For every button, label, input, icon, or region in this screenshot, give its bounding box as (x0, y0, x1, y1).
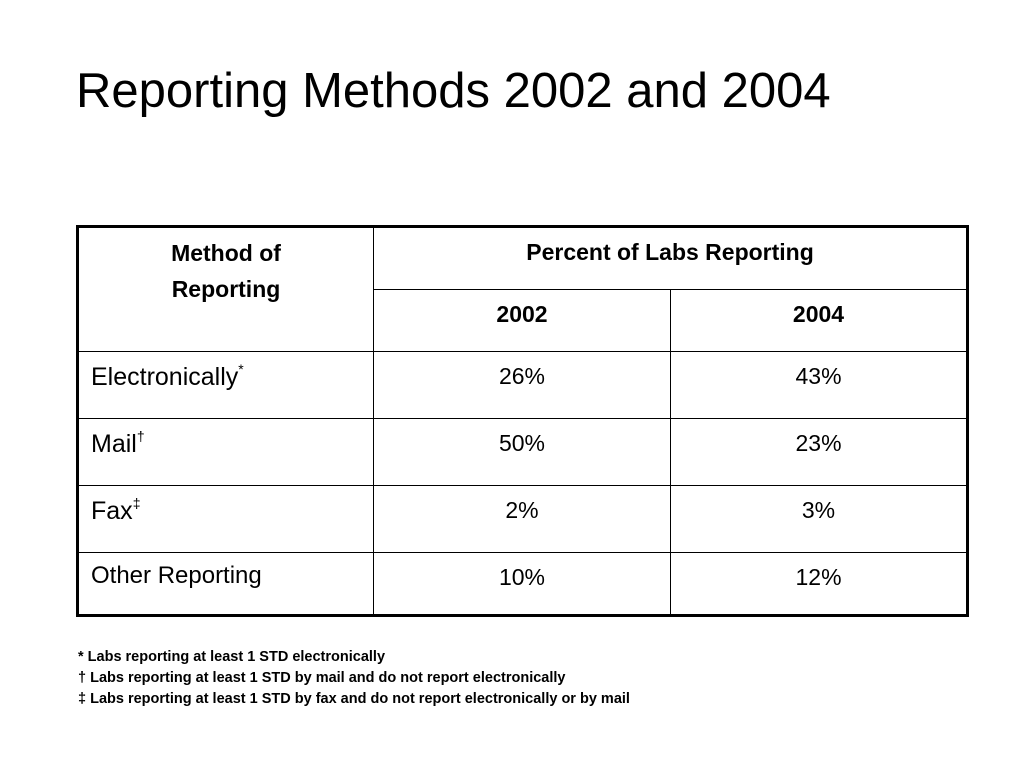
footnote-mark: * (238, 360, 244, 377)
method-header (78, 227, 374, 352)
cell-2002: 26% (374, 352, 671, 419)
row-label-text: Electronically (91, 363, 239, 391)
year-header-2002: 2002 (374, 290, 671, 352)
cell-2004: 12% (671, 553, 968, 616)
cell-2002: 50% (374, 419, 671, 486)
table-row (78, 553, 968, 616)
row-label-text: Mail (91, 430, 137, 458)
method-header-line2: Reporting (171, 275, 281, 302)
percent-header: Percent of Labs Reporting (374, 227, 968, 290)
year-header-2004: 2004 (671, 290, 968, 352)
table-row (78, 486, 968, 553)
row-label-text: Other Reporting (91, 562, 262, 589)
footnotes (78, 647, 630, 710)
cell-2002: 10% (374, 553, 671, 616)
reporting-methods-table (76, 225, 969, 617)
cell-2002: 2% (374, 486, 671, 553)
method-header-line1: Method of (171, 240, 281, 266)
row-label-fax (78, 486, 374, 553)
footnote-mark: † (136, 427, 145, 444)
footnote-mark: ‡ (132, 494, 141, 511)
footnote-electronically: * Labs reporting at least 1 STD electronically (78, 649, 386, 665)
cell-2004: 23% (671, 419, 968, 486)
row-label-mail (78, 419, 374, 486)
cell-2004: 43% (671, 352, 968, 419)
slide-title: Reporting Methods 2002 and 2004 (76, 64, 831, 118)
row-label-electronically (78, 352, 374, 419)
row-label-text: Fax (91, 497, 133, 525)
table-row (78, 419, 968, 486)
footnote-fax: ‡ Labs reporting at least 1 STD by fax and do not report electronically or by mail (78, 691, 630, 707)
cell-2004: 3% (671, 486, 968, 553)
row-label-other-reporting (78, 553, 374, 616)
table-row (78, 352, 968, 419)
footnote-mail: † Labs reporting at least 1 STD by mail and do not report electronically (78, 670, 566, 686)
